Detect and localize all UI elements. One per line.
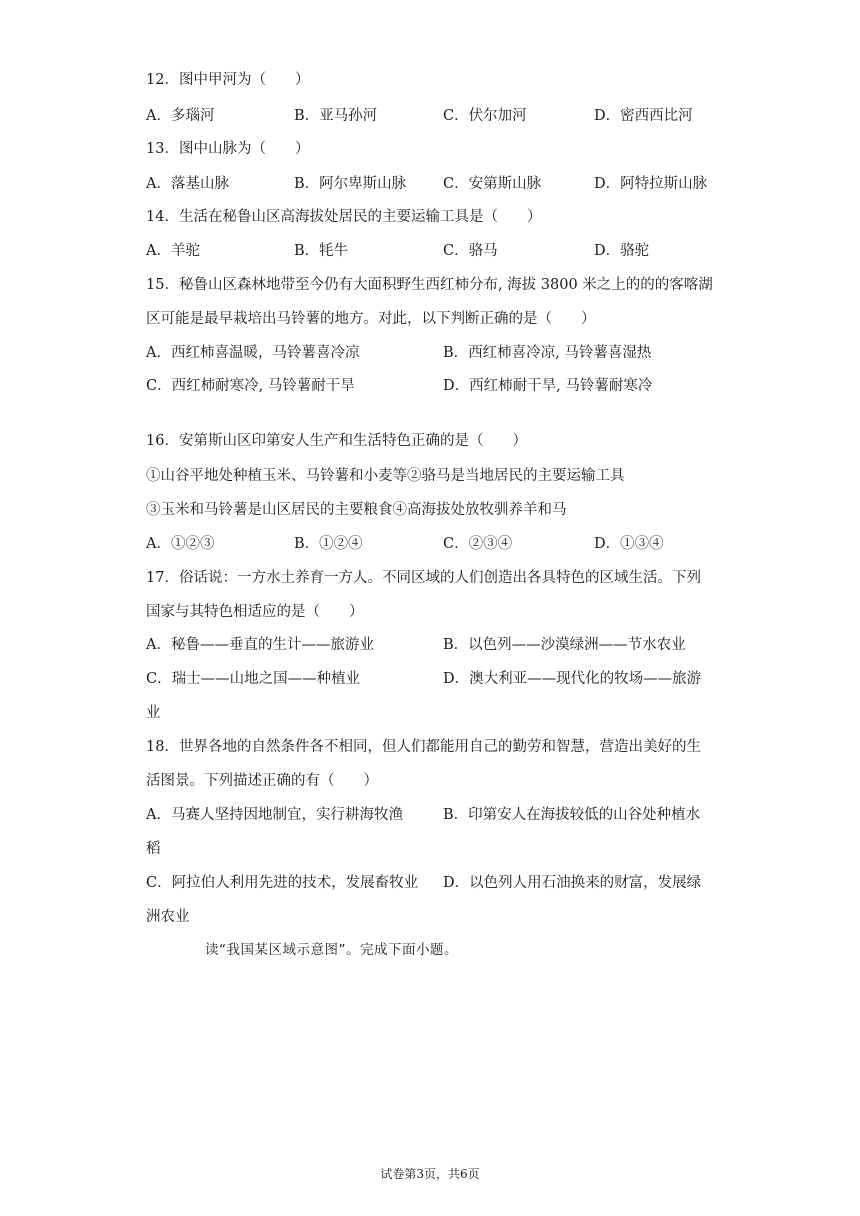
question-18-option-d: D．以色列人用石油换来的财富，发展绿 xyxy=(443,875,702,891)
question-17-stem-line-2: 国家与其特色相适应的是（ ） xyxy=(146,604,364,620)
question-13-option-b: B．阿尔卑斯山脉 xyxy=(294,176,407,192)
question-17-option-c: C．瑞士——山地之国——种植业 xyxy=(146,671,361,687)
question-15-stem-line-1: 15．秘鲁山区森林地带至今仍有大面积野生西红柿分布, 海拔 3800 米之上的的的客喀湖 xyxy=(146,277,713,293)
question-12-option-a: A．多瑙河 xyxy=(146,108,215,124)
question-17-option-d: D．澳大利亚——现代化的牧场——旅游 xyxy=(443,671,702,687)
question-14-option-d: D．骆驼 xyxy=(594,243,650,259)
question-18-stem-line-1: 18．世界各地的自然条件各不相同，但人们都能用自己的勤劳和智慧，营造出美好的生 xyxy=(146,739,701,755)
question-16-stem: 16．安第斯山区印第安人生产和生活特色正确的是（ ） xyxy=(146,433,527,449)
question-18-option-b-wrap: 稻 xyxy=(146,841,161,857)
question-15-option-a: A．西红柿喜温暖，马铃薯喜冷凉 xyxy=(146,345,360,361)
question-12-stem: 12．图中甲河为（ ） xyxy=(146,72,310,88)
question-18-option-b: B．印第安人在海拔较低的山谷处种植水 xyxy=(443,807,701,823)
question-15-option-b: B．西红柿喜冷凉, 马铃薯喜湿热 xyxy=(443,345,652,361)
question-12-option-d: D．密西西比河 xyxy=(594,108,693,124)
question-18-option-a: A．马赛人坚持因地制宜，实行耕海牧渔 xyxy=(146,807,403,823)
section-intro: 读“我国某区域示意图”。完成下面小题。 xyxy=(205,942,458,958)
question-17-option-b: B．以色列——沙漠绿洲——节水农业 xyxy=(443,637,686,653)
question-15-option-c: C．西红柿耐寒冷, 马铃薯耐干旱 xyxy=(146,378,355,394)
question-15-stem-line-2: 区可能是最早栽培出马铃薯的地方。对此，以下判断正确的是（ ） xyxy=(146,311,596,327)
question-13-option-a: A．落基山脉 xyxy=(146,176,229,192)
question-12-option-c: C．伏尔加河 xyxy=(443,108,527,124)
question-14-stem: 14．生活在秘鲁山区高海拔处居民的主要运输工具是（ ） xyxy=(146,209,542,225)
question-17-option-a: A．秘鲁——垂直的生计——旅游业 xyxy=(146,637,374,653)
question-14-option-a: A．羊驼 xyxy=(146,243,200,259)
question-16-statements-line-1: ①山谷平地处种植玉米、马铃薯和小麦等②骆马是当地居民的主要运输工具 xyxy=(146,468,625,484)
question-12-option-b: B．亚马孙河 xyxy=(294,108,378,124)
question-14-option-c: C．骆马 xyxy=(443,243,498,259)
question-16-option-b: B．①②④ xyxy=(294,536,363,552)
question-13-option-d: D．阿特拉斯山脉 xyxy=(594,176,708,192)
question-18-stem-line-2: 活图景。下列描述正确的有（ ） xyxy=(146,773,378,789)
question-18-option-c: C．阿拉伯人利用先进的技术，发展畜牧业 xyxy=(146,875,419,891)
question-13-option-c: C．安第斯山脉 xyxy=(443,176,542,192)
question-16-option-c: C．②③④ xyxy=(443,536,513,552)
question-14-option-b: B．牦牛 xyxy=(294,243,349,259)
question-17-option-d-wrap: 业 xyxy=(146,705,161,721)
question-16-option-d: D．①③④ xyxy=(594,536,664,552)
page-footer: 试卷第3页，共6页 xyxy=(380,1167,480,1181)
question-18-option-d-wrap: 洲农业 xyxy=(146,909,190,925)
question-16-option-a: A．①②③ xyxy=(146,536,215,552)
question-17-stem-line-1: 17．俗话说：一方水土养育一方人。不同区域的人们创造出各具特色的区域生活。下列 xyxy=(146,570,701,586)
question-13-stem: 13．图中山脉为（ ） xyxy=(146,141,310,157)
question-16-statements-line-2: ③玉米和马铃薯是山区居民的主要粮食④高海拔处放牧驯养羊和马 xyxy=(146,502,567,518)
question-15-option-d: D．西红柿耐干旱, 马铃薯耐寒冷 xyxy=(443,378,653,394)
